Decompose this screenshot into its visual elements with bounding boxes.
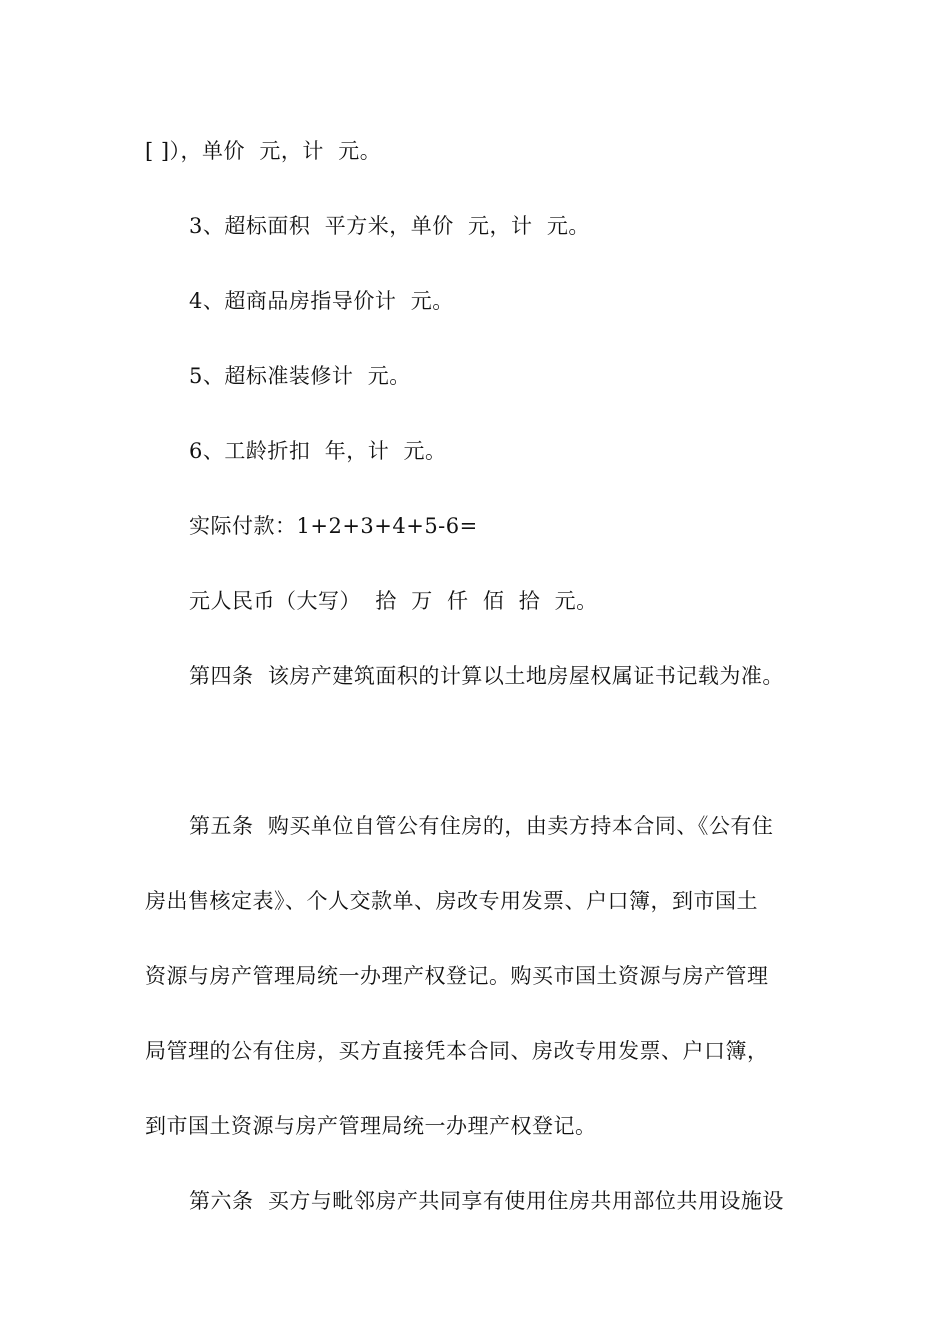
text-line-5: 6、工龄折扣 年，计 元。 bbox=[189, 439, 447, 463]
article-5-line-4: 局管理的公有住房，买方直接凭本合同、房改专用发票、户口簿， bbox=[145, 1039, 769, 1063]
article-6-line-1: 第六条 买方与毗邻房产共同享有使用住房共用部位共用设施设 bbox=[189, 1189, 784, 1213]
text-line-2: 3、超标面积 平方米，单价 元，计 元。 bbox=[189, 214, 590, 238]
article-5-line-3: 资源与房产管理局统一办理产权登记。购买市国土资源与房产管理 bbox=[145, 964, 769, 988]
text-line-1: [ ]），单价 元，计 元。 bbox=[145, 139, 382, 163]
text-line-3: 4、超商品房指导价计 元。 bbox=[189, 289, 454, 313]
article-5-line-5: 到市国土资源与房产管理局统一办理产权登记。 bbox=[145, 1114, 597, 1138]
article-5-line-2: 房出售核定表》、个人交款单、房改专用发票、户口簿，到市国土 bbox=[145, 889, 758, 913]
article-5-line-1: 第五条 购买单位自管公有住房的，由卖方持本合同、《公有住 bbox=[189, 814, 774, 838]
article-4-line: 第四条 该房产建筑面积的计算以土地房屋权属证书记载为准。 bbox=[189, 664, 784, 688]
text-line-7: 元人民币（大写） 拾 万 仟 佰 拾 元。 bbox=[189, 589, 598, 613]
text-line-4: 5、超标准装修计 元。 bbox=[189, 364, 411, 388]
text-line-6: 实际付款：1+2+3+4+5-6= bbox=[189, 514, 478, 538]
